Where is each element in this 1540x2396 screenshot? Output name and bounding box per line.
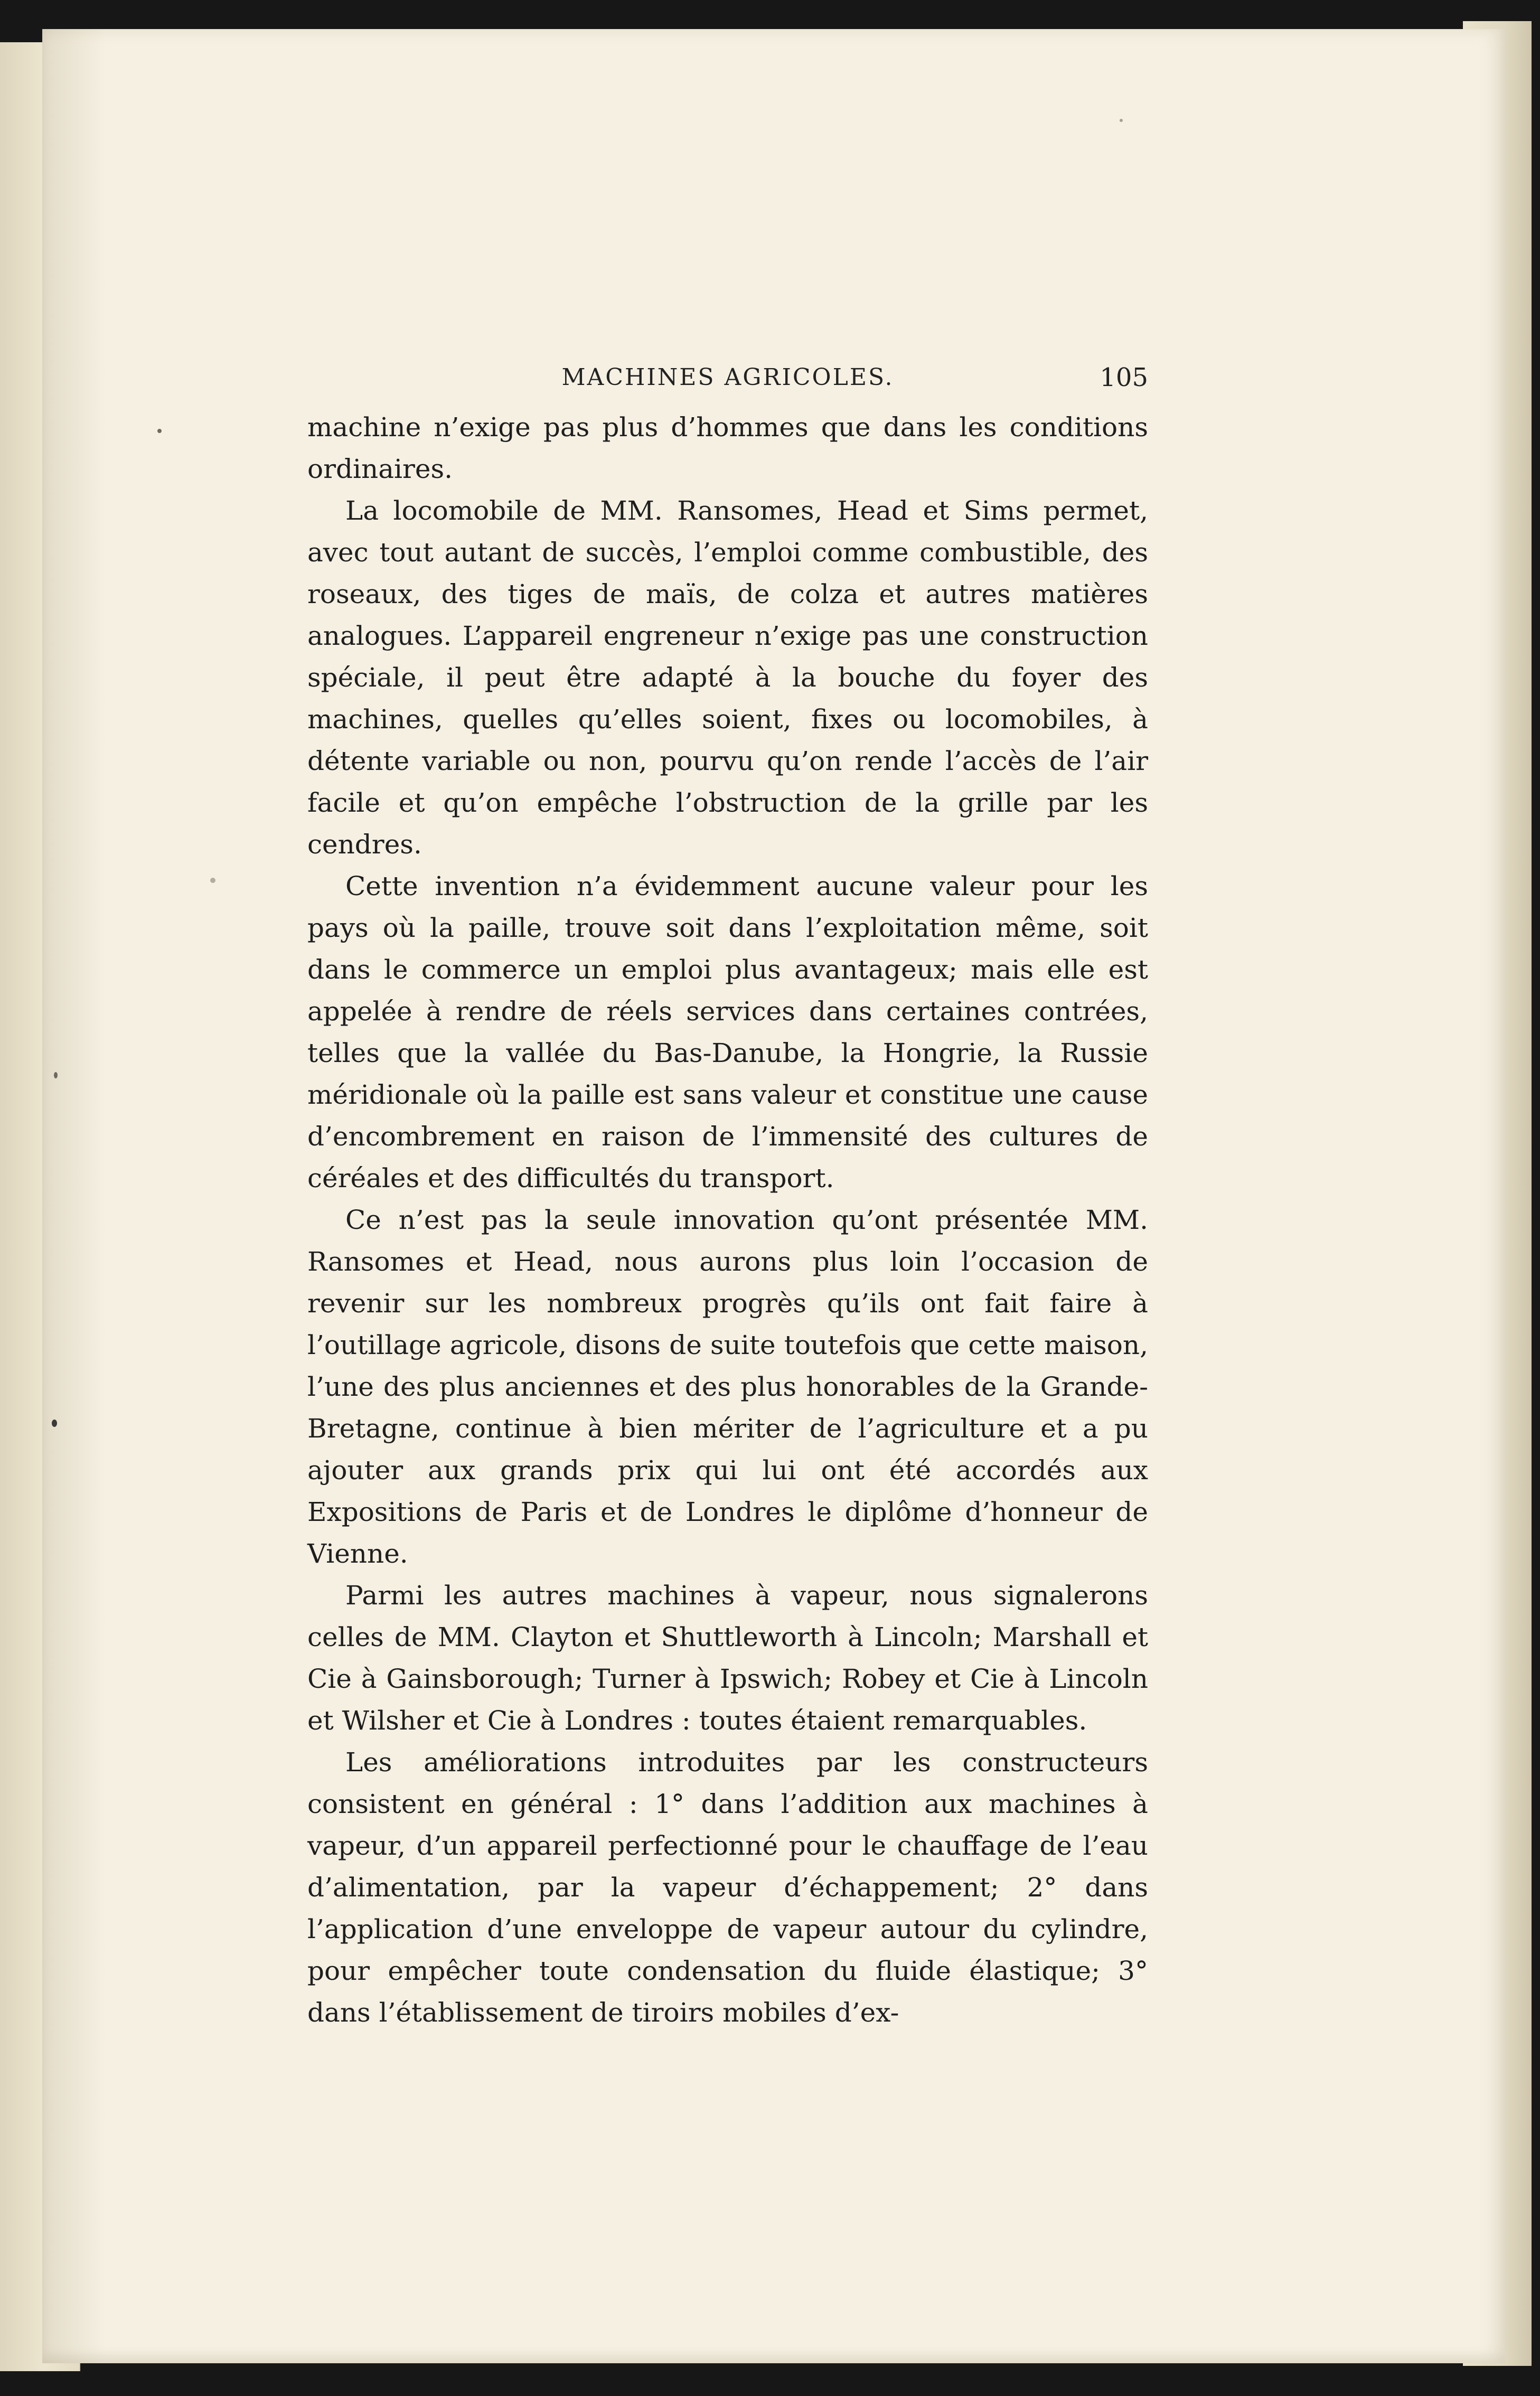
paragraph: Parmi les autres machines à vapeur, nous signalerons celles de MM. Clayton et Shuttleworth à Lincoln; Marshall et Cie à Gainsborough; Turner à Ipswich; Robey et Cie à Lincoln et Wilsher et Cie à Londres : toutes étaient remarquables.	[307, 1580, 1148, 1736]
margin-speck	[52, 1420, 57, 1427]
running-title: MACHINES AGRICOLES.	[561, 364, 894, 391]
page-number: 105	[1100, 363, 1148, 392]
paragraph: La locomobile de MM. Ransomes, Head et Sims permet, avec tout autant de succès, l’emploi comme combustible, des roseaux, des tiges de maïs, de colza et autres matières analogues. L’appareil engreneur n’exige pas une construction spéciale, il peut être adapté à la bouche du foyer des machines, quelles qu’elles soient, fixes ou locomobiles, à détente variable ou non, pourvu qu’on rende l’accès de l’air facile et qu’on empêche l’obstruction de la grille par les cendres.	[307, 495, 1148, 860]
margin-speck	[210, 878, 215, 883]
margin-speck	[54, 1072, 58, 1078]
paragraph: Ce n’est pas la seule innovation qu’ont présentée MM. Ransomes et Head, nous aurons plus loin l’occasion de revenir sur les nombreux progrès qu’ils ont fait faire à l’outillage agricole, disons de suite toutefois que cette maison, l’une des plus anciennes et des plus honorables de la Grande-Bretagne, continue à bien mériter de l’agriculture et a pu ajouter aux grands prix qui lui ont été accordés aux Expositions de Paris et de Londres le diplôme d’honneur de Vienne.	[307, 1205, 1148, 1569]
paragraph: machine n’exige pas plus d’hommes que dans les conditions ordinaires.	[307, 412, 1148, 484]
margin-speck	[157, 429, 162, 433]
gutter-shadow	[42, 29, 106, 2363]
paragraph: Cette invention n’a évidemment aucune valeur pour les pays où la paille, trouve soit dans l’exploitation même, soit dans le commerce un emploi plus avantageux; mais elle est appelée à rendre de réels services dans certaines contrées, telles que la vallée du Bas-Danube, la Hongrie, la Russie méridionale où la paille est sans valeur et constitue une cause d’encombrement en raison de l’immensité des cultures de céréales et des difficultés du transport.	[307, 871, 1148, 1194]
margin-speck	[1120, 119, 1123, 122]
paragraph: Les améliorations introduites par les constructeurs consistent en général : 1° dans l’addition aux machines à vapeur, d’un appareil perfectionné pour le chauffage de l’eau d’alimentation, par la vapeur d’échappement; 2° dans l’application d’une enveloppe de vapeur autour du cylindre, pour empêcher toute condensation du fluide élastique; 3° dans l’établissement de tiroirs mobiles d’ex-	[307, 1747, 1148, 2028]
page-header	[307, 359, 1148, 396]
body-text	[307, 407, 1148, 2034]
